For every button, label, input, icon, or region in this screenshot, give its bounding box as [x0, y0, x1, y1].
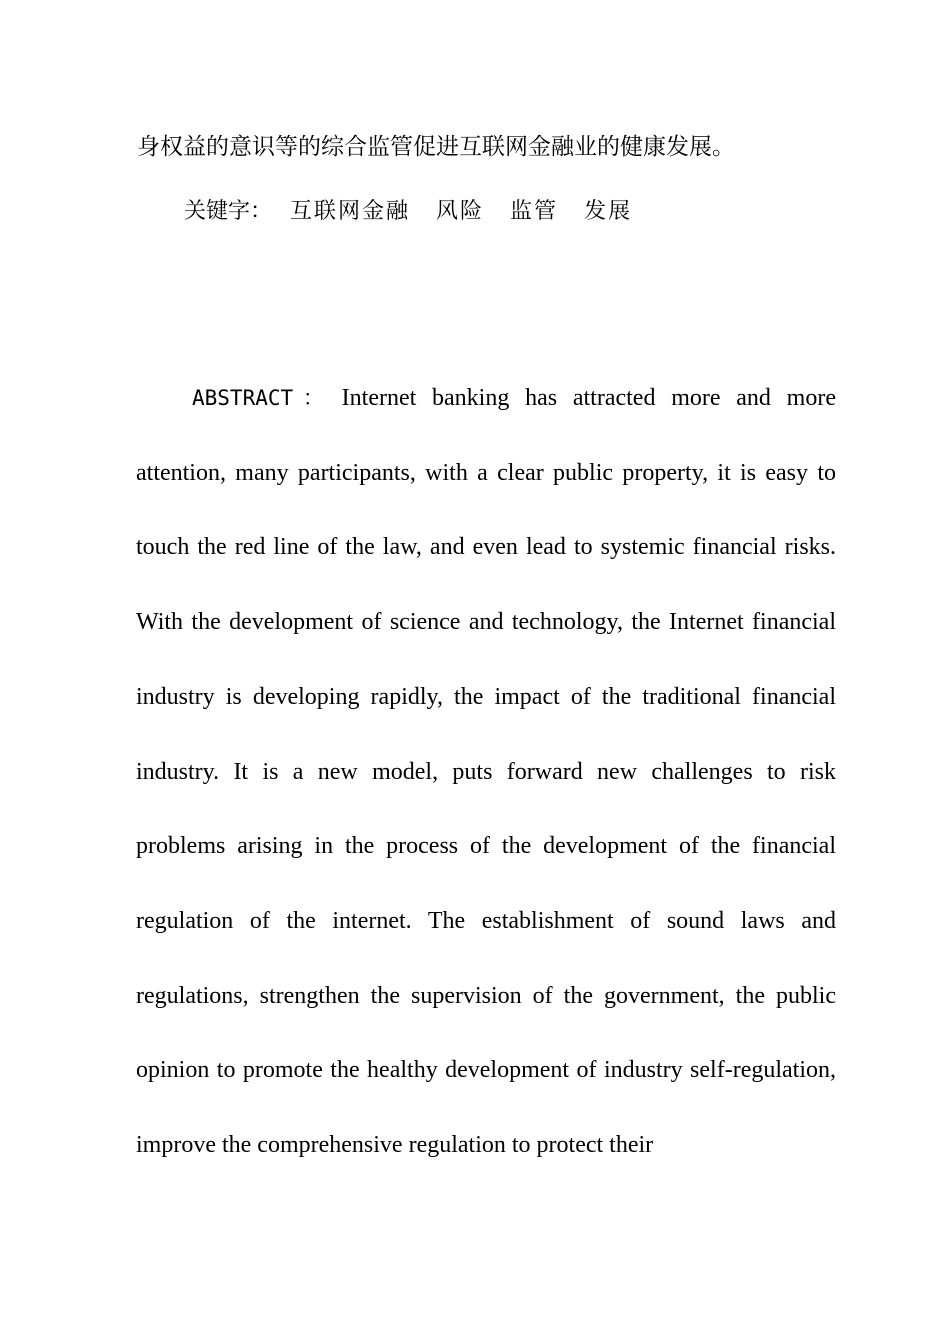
keyword-item: 发展	[584, 199, 633, 224]
keyword-item: 风险	[436, 199, 485, 224]
abstract-body: Internet banking has attracted more and more attention, many participants, with a clear public property, it is easy to touch the red line of the law, and even lead to systemic financial risks. With the development of science and technology, the Internet financial industry is developing rapidly, the impact of the traditional financial industry. It is a new model, puts forward new challenges to risk problems arising in the process of the development of the financial regulation of the internet. The establishment of sound laws and regulations, strengthen the supervision of the government, the public opinion to promote the healthy development of industry self-regulation, improve the comprehensive regulation to protect their	[136, 385, 836, 1159]
abstract-label: ABSTRACT：	[192, 386, 334, 410]
keyword-item: 互联网金融	[290, 199, 411, 224]
chinese-abstract-tail: 身权益的意识等的综合监管促进互联网金融业的健康发展。	[137, 134, 735, 160]
keywords-label: 关键字：	[184, 199, 273, 224]
keyword-item: 监管	[510, 199, 559, 224]
keywords-line	[184, 194, 658, 229]
english-abstract-paragraph	[136, 361, 836, 1183]
